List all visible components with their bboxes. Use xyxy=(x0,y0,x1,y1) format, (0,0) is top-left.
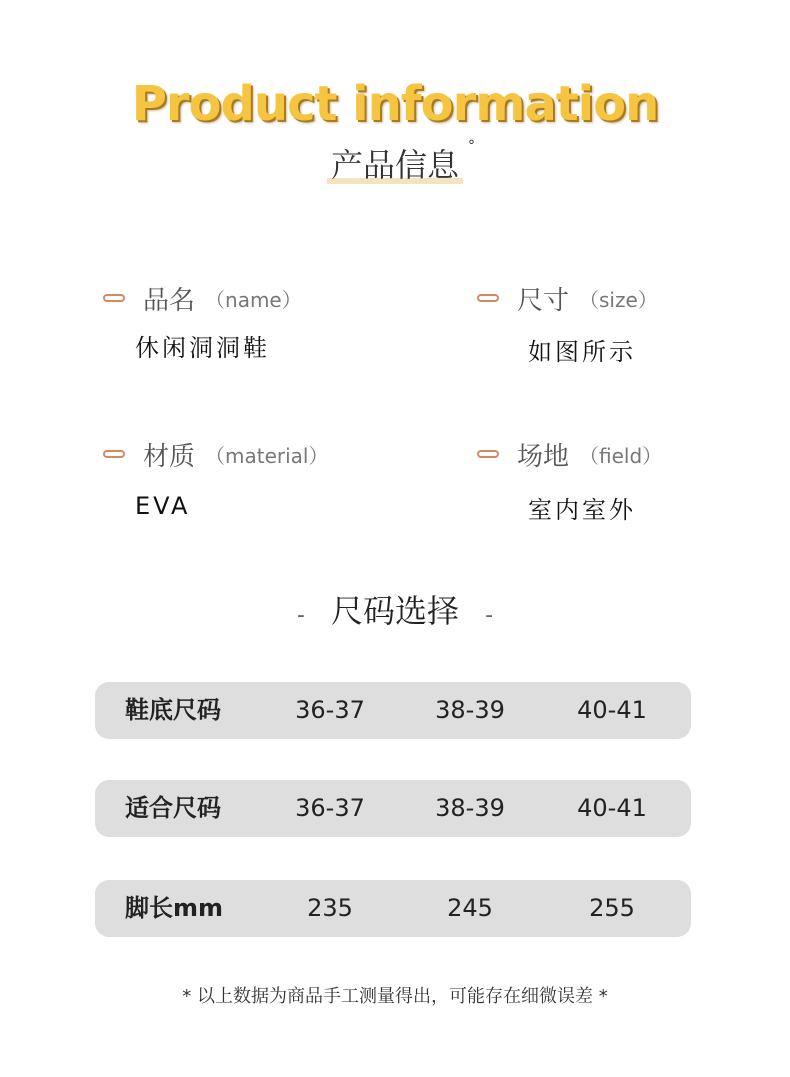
page-title-english: Product information xyxy=(131,76,659,132)
table-cell: 245 xyxy=(447,894,493,922)
info-field-label: 场地 xyxy=(517,441,570,472)
info-field-sub: （field） xyxy=(579,443,663,468)
row-label: 脚长mm xyxy=(125,894,224,922)
pill-icon xyxy=(477,294,499,302)
info-name-label: 品名 xyxy=(143,285,196,316)
info-material-heading xyxy=(103,434,329,474)
info-field xyxy=(477,434,662,525)
info-material-label: 材质 xyxy=(143,441,196,472)
info-size-heading xyxy=(477,278,658,318)
info-name-heading xyxy=(103,278,302,318)
size-section-title-text: 尺码选择 xyxy=(330,592,459,630)
degree-mark: ° xyxy=(468,138,475,154)
table-row xyxy=(95,880,691,937)
info-material xyxy=(103,434,329,520)
row-label: 适合尺码 xyxy=(125,794,221,822)
info-name-sub: （name） xyxy=(205,287,302,312)
title-dash-right: - xyxy=(485,603,494,628)
row-label: 鞋底尺码 xyxy=(125,696,221,724)
table-row xyxy=(95,780,691,837)
pill-icon xyxy=(103,450,125,458)
table-cell: 40-41 xyxy=(577,696,647,724)
table-cell: 36-37 xyxy=(295,794,365,822)
info-name xyxy=(103,278,302,363)
info-size-label: 尺寸 xyxy=(517,285,570,316)
table-cell: 255 xyxy=(589,894,635,922)
info-material-sub: （material） xyxy=(205,443,329,468)
info-size-value: 如图所示 xyxy=(528,338,636,366)
page-title-chinese-text: 产品信息 xyxy=(330,146,459,184)
size-section-title xyxy=(0,586,790,632)
pill-icon xyxy=(103,294,125,302)
table-row xyxy=(95,682,691,739)
page-title-chinese xyxy=(327,138,475,186)
title-dash-left: - xyxy=(296,603,305,628)
info-field-value: 室内室外 xyxy=(528,496,636,524)
info-name-value: 休闲洞洞鞋 xyxy=(135,334,270,362)
measurement-note: * 以上数据为商品手工测量得出，可能存在细微误差 * xyxy=(182,986,608,1007)
info-size xyxy=(477,278,658,367)
info-size-sub: （size） xyxy=(579,287,658,312)
info-material-value: EVA xyxy=(135,492,191,520)
pill-icon xyxy=(477,450,499,458)
table-cell: 38-39 xyxy=(435,696,505,724)
table-cell: 36-37 xyxy=(295,696,365,724)
info-field-heading xyxy=(477,434,662,474)
table-cell: 235 xyxy=(307,894,353,922)
table-cell: 38-39 xyxy=(435,794,505,822)
table-cell: 40-41 xyxy=(577,794,647,822)
page-title-chinese-wrapper xyxy=(0,140,790,186)
